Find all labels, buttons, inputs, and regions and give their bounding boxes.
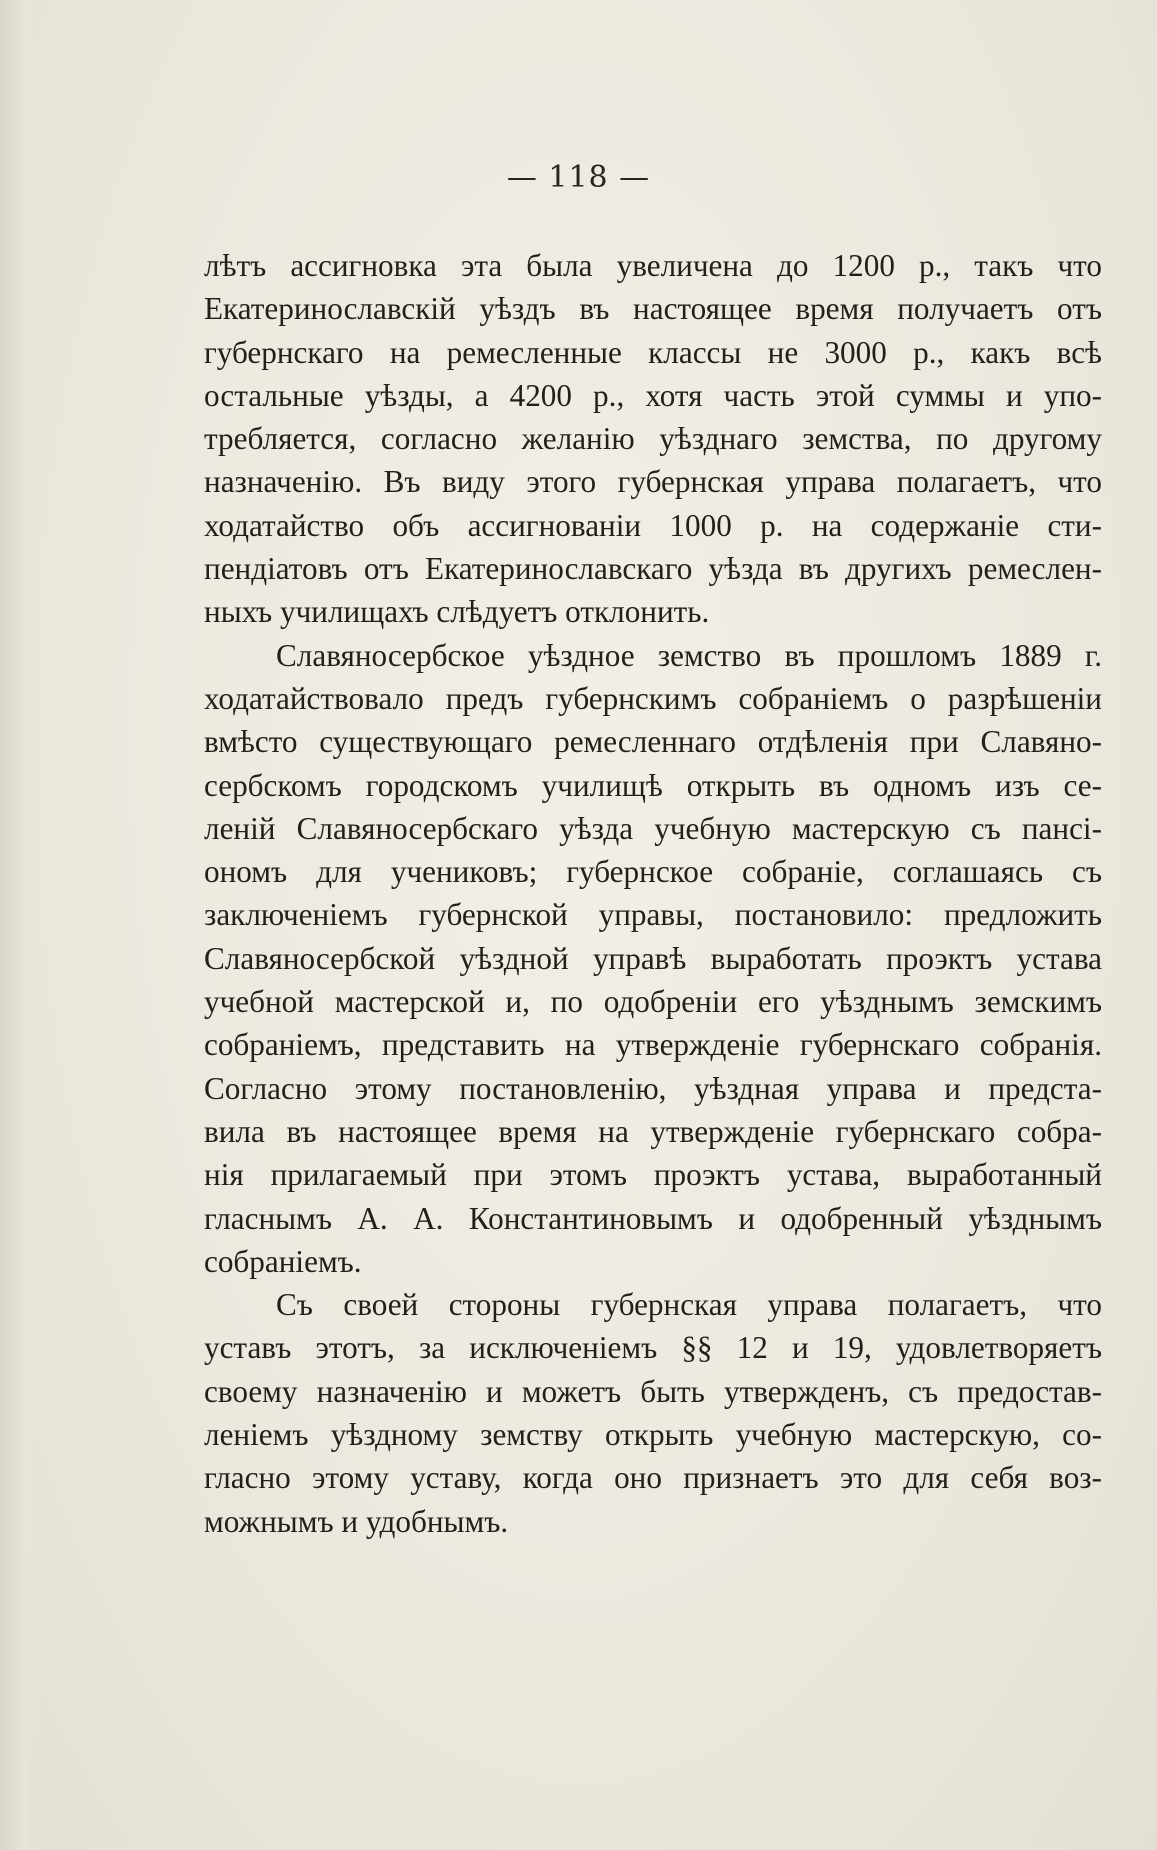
text-line: своему назначенію и можетъ быть утвержденъ, съ предостав- bbox=[204, 1373, 1102, 1409]
text-line: можнымъ и удобнымъ. bbox=[204, 1503, 509, 1539]
text-line: требляется, согласно желанію уѣзднаго земства, по другому bbox=[204, 421, 1102, 457]
text-line: заключеніемъ губернской управы, постановило: предложить bbox=[204, 897, 1102, 933]
text-line: Славяносербское уѣздное земство въ прошломъ 1889 г. bbox=[276, 637, 1102, 673]
text-line: лѣтъ ассигновка эта была увеличена до 1200 р., такъ что bbox=[204, 248, 1102, 283]
text-line: остальные уѣзды, а 4200 р., хотя часть этой суммы и упо- bbox=[204, 377, 1102, 413]
text-line: Съ своей стороны губернская управа полагаетъ, что bbox=[276, 1287, 1102, 1323]
text-line: учебной мастерской и, по одобреніи его уѣзднымъ земскимъ bbox=[204, 984, 1102, 1020]
body-text bbox=[204, 244, 1102, 1543]
text-line: пендіатовъ отъ Екатеринославскаго уѣзда въ другихъ ремеслен- bbox=[204, 551, 1102, 587]
text-line: назначенію. Въ виду этого губернская управа полагаетъ, что bbox=[204, 464, 1102, 500]
text-line: Славяносербской уѣздной управѣ выработать проэктъ устава bbox=[204, 940, 1102, 976]
text-line: Екатеринославскій уѣздъ въ настоящее время получаетъ отъ bbox=[204, 291, 1102, 327]
text-line: леній Славяносербскаго уѣзда учебную мастерскую съ пансі- bbox=[204, 810, 1102, 846]
text-line: леніемъ уѣздному земству открыть учебную мастерскую, со- bbox=[204, 1417, 1102, 1453]
text-line: собраніемъ, представить на утвержденіе губернскаго собранія. bbox=[204, 1027, 1102, 1063]
text-line: ономъ для учениковъ; губернское собраніе, соглашаясь съ bbox=[204, 854, 1102, 890]
text-line: ходатайство объ ассигнованіи 1000 р. на содержаніе сти- bbox=[204, 507, 1102, 543]
text-line: нія прилагаемый при этомъ проэктъ устава, выработанный bbox=[204, 1157, 1102, 1193]
text-line: гласно этому уставу, когда оно признаетъ это для себя воз- bbox=[204, 1460, 1102, 1496]
text-line: собраніемъ. bbox=[204, 1243, 362, 1279]
text-line: вила въ настоящее время на утвержденіе губернскаго собра- bbox=[204, 1113, 1102, 1149]
text-line: гласнымъ А. А. Константиновымъ и одобренный уѣзднымъ bbox=[204, 1200, 1102, 1236]
text-line: ходатайствовало предъ губернскимъ собраніемъ о разрѣшеніи bbox=[204, 680, 1102, 716]
text-line: вмѣсто существующаго ремесленнаго отдѣленія при Славяно- bbox=[204, 724, 1102, 760]
text-line: губернскаго на ремесленные классы не 3000 р., какъ всѣ bbox=[204, 334, 1102, 370]
text-line: ныхъ училищахъ слѣдуетъ отклонить. bbox=[204, 594, 710, 630]
page-spine-shadow bbox=[0, 0, 40, 1850]
text-line: сербскомъ городскомъ училищѣ открыть въ одномъ изъ се- bbox=[204, 767, 1102, 803]
text-line: Согласно этому постановленію, уѣздная управа и предста- bbox=[204, 1070, 1102, 1106]
page-number: — 118 — bbox=[506, 160, 651, 195]
text-line: уставъ этотъ, за исключеніемъ §§ 12 и 19, удовлетворяетъ bbox=[204, 1330, 1102, 1366]
